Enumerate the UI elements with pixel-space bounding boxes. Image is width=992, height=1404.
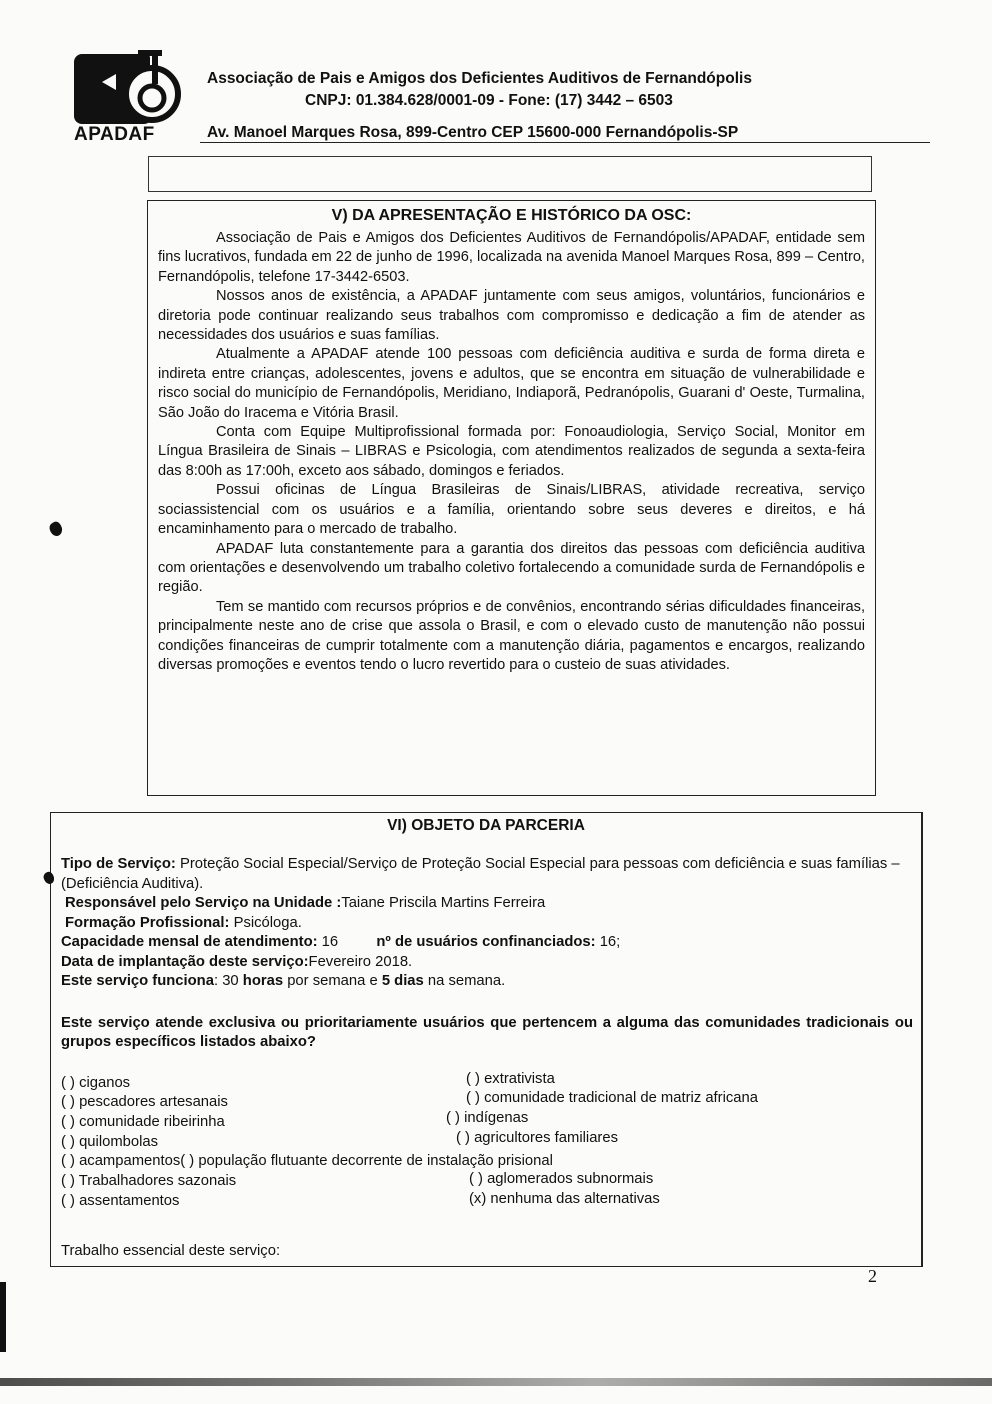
section-title: V) DA APRESENTAÇÃO E HISTÓRICO DA OSC: <box>331 207 692 224</box>
paragraph: Conta com Equipe Multiprofissional formada por: Fonoaudiologia, Serviço Social, Monitor em Língua Brasileira de Sinais – LIBRAS e Psicologia, com atendimentos realizados de segunda a sexta-feira das 8:00h as 17:00h, exceto aos sábado, domingos e feriados. <box>158 424 865 479</box>
days-end: na semana. <box>427 973 506 989</box>
paragraph: Associação de Pais e Amigos dos Deficientes Auditivos de Fernandópolis/APADAF, entidade sem fins lucrativos, fundada em 22 de junho de 1996, localizada na avenida Manoel Marques Rosa, 899 – Centro, Fernandópolis, telefone 17-3442-6503. <box>158 230 865 285</box>
check-agricultores[interactable]: ( ) agricultores familiares <box>456 1129 618 1146</box>
communities-question: Este serviço atende exclusiva ou prioritariamente usuários que pertencem a alguma das comunidades tradicionais ou grupos específicos listados abaixo? <box>61 1014 913 1050</box>
check-matriz-africana[interactable]: ( ) comunidade tradicional de matriz africana <box>466 1089 758 1106</box>
scan-speck <box>47 520 64 538</box>
section-partnership-object <box>50 812 923 1267</box>
hours-mid: por semana e <box>287 973 378 989</box>
check-extrativista[interactable]: ( ) extrativista <box>466 1070 555 1087</box>
date-value: Fevereiro 2018. <box>308 953 413 970</box>
users-label: nº de usuários confinanciados: <box>376 934 596 950</box>
check-acampamentos[interactable]: ( ) acampamentos( ) população flutuante decorrente de instalação prisional <box>61 1152 553 1169</box>
check-assentamentos[interactable]: ( ) assentamentos <box>61 1192 180 1209</box>
service-hours <box>61 972 913 992</box>
section-body <box>158 229 865 675</box>
hours-unit: horas <box>242 973 284 989</box>
hours-value: : 30 <box>213 973 239 989</box>
hours-label: Este serviço funciona <box>61 973 214 989</box>
check-quilombolas[interactable]: ( ) quilombolas <box>61 1133 159 1150</box>
check-sazonais[interactable]: ( ) Trabalhadores sazonais <box>61 1172 237 1189</box>
check-ciganos[interactable]: ( ) ciganos <box>61 1074 131 1091</box>
paragraph: Atualmente a APADAF atende 100 pessoas com deficiência auditiva e surda de forma direta e indireta entre crianças, adolescentes, jovens e adultos, que se encontra em situação de vulnerabilidade e risco social do município de Fernandópolis, Meridiano, Indiaporã, Pedranópolis, Guarani d' Oeste, Turmalina, São João do Iracema e Vitória Brasil. <box>158 346 865 421</box>
paragraph: APADAF luta constantemente para a garantia dos direitos das pessoas com deficiência auditiva com orientações e desenvolvendo um trabalho coletivo fortalecendo a comunidade surda de Fernandópolis e região. <box>158 540 865 596</box>
service-type-value: Proteção Social Especial/Serviço de Proteção Social Especial para pessoas com deficiência e suas famílias – (Deficiência Auditiva). <box>61 856 900 892</box>
responsible-value: Taiane Priscila Martins Ferreira <box>341 895 546 911</box>
training-value: Psicóloga. <box>233 914 302 931</box>
address: Av. Manoel Marques Rosa, 899-Centro CEP 15600-000 Fernandópolis-SP <box>207 124 739 141</box>
cnpj-phone: CNPJ: 01.384.628/0001-09 - Fone: (17) 3442 – 6503 <box>305 92 673 109</box>
essential-work-label: Trabalho essencial deste serviço: <box>61 1243 281 1259</box>
section-presentation <box>147 200 876 796</box>
responsible-label: Responsável pelo Serviço na Unidade : <box>65 895 342 911</box>
capacity <box>61 933 913 953</box>
implementation-date <box>61 953 913 973</box>
paragraph: Possui oficinas de Língua Brasileiras de Sinais/LIBRAS, atividade recreativa, serviço sociassistencial com os usuários e a família, orientando sobre seus deveres e direitos, e há encaminhamento para o mercado de trabalho. <box>158 482 865 538</box>
page-number: 2 <box>868 1266 877 1286</box>
org-name: Associação de Pais e Amigos dos Deficientes Auditivos de Fernandópolis <box>207 70 752 87</box>
logo-name: APADAF <box>74 124 155 145</box>
header-rule <box>200 142 930 143</box>
service-type-label: Tipo de Serviço: <box>61 856 176 872</box>
capacity-value: 16 <box>321 934 339 950</box>
responsible <box>61 894 913 914</box>
check-pescadores[interactable]: ( ) pescadores artesanais <box>61 1093 228 1110</box>
users-value: 16; <box>599 934 621 950</box>
paragraph: Tem se mantido com recursos próprios e de convênios, encontrando sérias dificuldades financeiras, principalmente neste ano de crise que assola o Brasil, e com o elevado custo de manutenção não possui condições financeiras de cumprir totalmente com a manutenção diária, pagamentos e encargos, realizando diversas promoções e eventos tendo o lucro revertido para o custeio de suas atividades. <box>158 598 865 673</box>
professional-training <box>61 914 913 934</box>
check-aglomerados[interactable]: ( ) aglomerados subnormais <box>469 1170 654 1187</box>
paragraph: Nossos anos de existência, a APADAF juntamente com seus amigos, voluntários, funcionários e diretoria pode continuar realizando seus trabalhos com compromisso e dedicação a fim de atender as necessidades dos usuários e suas famílias. <box>158 288 865 344</box>
check-indigenas[interactable]: ( ) indígenas <box>446 1109 529 1126</box>
days-value: 5 dias <box>381 973 424 989</box>
empty-box <box>148 156 872 192</box>
scan-edge <box>0 1378 992 1386</box>
section-body <box>61 855 913 1214</box>
date-label: Data de implantação deste serviço: <box>61 953 309 970</box>
apadaf-logo <box>72 48 184 128</box>
scan-edge <box>0 1282 6 1352</box>
check-nenhuma[interactable]: (x) nenhuma das alternativas <box>469 1190 660 1207</box>
communities-checklist <box>61 1070 913 1214</box>
service-type <box>61 855 913 894</box>
training-label: Formação Profissional: <box>65 914 230 931</box>
check-ribeirinha[interactable]: ( ) comunidade ribeirinha <box>61 1113 225 1130</box>
section-title: VI) OBJETO DA PARCERIA <box>387 817 585 834</box>
capacity-label: Capacidade mensal de atendimento: <box>61 934 318 950</box>
